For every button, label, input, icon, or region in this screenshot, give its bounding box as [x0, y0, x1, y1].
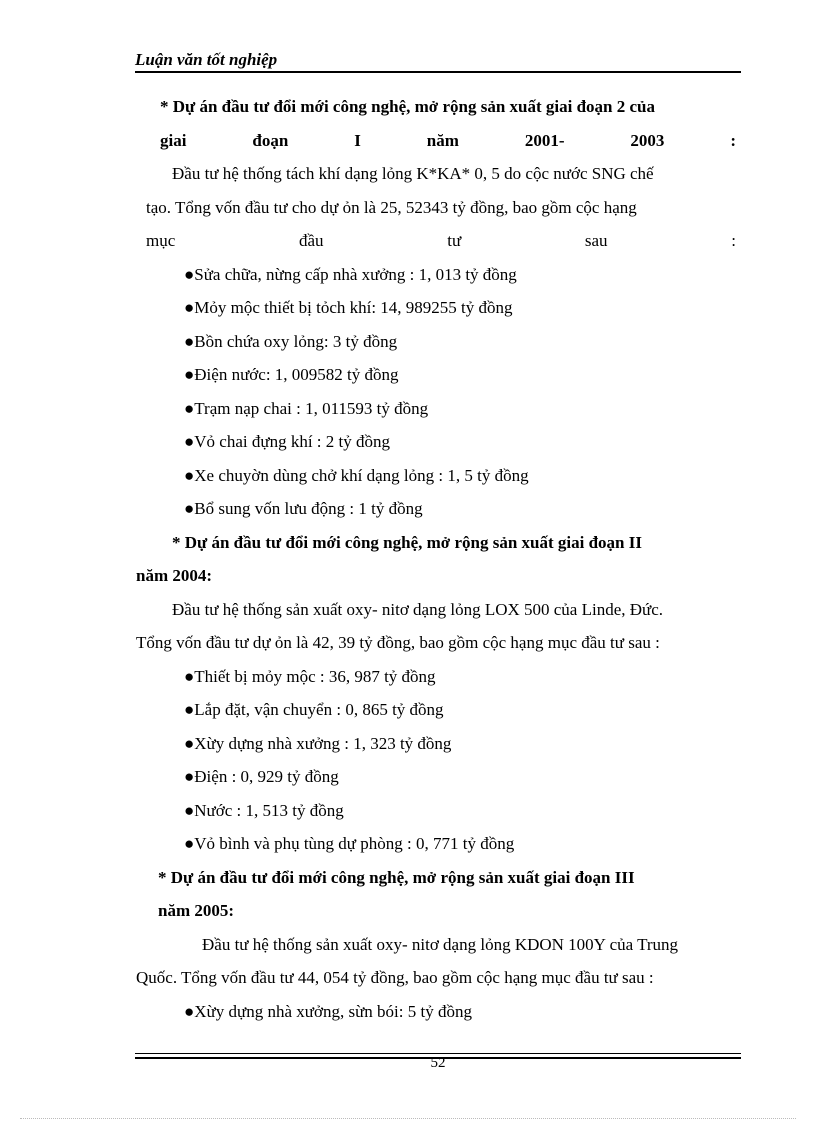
section-3-paragraph-line-2: Quốc. Tổng vốn đầu tư 44, 054 tỷ đồng, bao gồm cộc hạng mục đầu tư sau :	[136, 968, 654, 987]
list-item: ●Sửa chữa, nừng cấp nhà xưởng : 1, 013 tỷ đồng	[184, 264, 517, 284]
word: mục	[146, 231, 176, 250]
list-item: ●Mỏy mộc thiết bị tỏch khí: 14, 989255 tỷ đồng	[184, 298, 513, 317]
list-item: ●Bổ sung vốn lưu động : 1 tỷ đồng	[184, 499, 423, 518]
section-1-paragraph-line-1: Đầu tư hệ thống tách khí dạng lỏng K*KA* 0, 5 do cộc nước SNG chế	[172, 164, 654, 183]
word: sau	[584, 231, 608, 250]
list-item: ●Bồn chứa oxy lỏng: 3 tỷ đồng	[184, 331, 398, 351]
word: :	[731, 231, 736, 250]
list-item: ●Nước : 1, 513 tỷ đồng	[184, 800, 344, 820]
list-item: ●Xừy dựng nhà xưởng : 1, 323 tỷ đồng	[184, 733, 452, 753]
list-item: ●Trạm nạp chai : 1, 011593 tỷ đồng	[184, 398, 429, 418]
word: tư	[447, 231, 462, 250]
footer-rule	[135, 1053, 741, 1054]
word: 2001-	[524, 130, 565, 150]
section-2-heading-line-1: * Dự án đầu tư đổi mới công nghệ, mở rộng sản xuất giai đoạn II	[172, 532, 642, 552]
section-1-paragraph-line-2: tạo. Tổng vốn đầu tư cho dự ỏn là 25, 52343 tỷ đồng, bao gồm cộc hạng	[146, 197, 637, 217]
section-2-paragraph-line-1: Đầu tư hệ thống sản xuất oxy- nitơ dạng lỏng LOX 500 của Linde, Đức.	[172, 599, 664, 619]
word: I	[354, 130, 361, 150]
section-2-heading-line-2: năm 2004:	[136, 566, 213, 585]
list-item: ●Xừy dựng nhà xưởng, sừn bói: 5 tỷ đồng	[184, 1001, 472, 1021]
word: năm	[426, 130, 459, 150]
list-item: ●Lắp đặt, vận chuyển : 0, 865 tỷ đồng	[184, 700, 444, 719]
list-item: ●Điện nước: 1, 009582 tỷ đồng	[184, 365, 399, 384]
word: đoạn	[252, 130, 289, 150]
list-item: ●Thiết bị mỏy mộc : 36, 987 tỷ đồng	[184, 666, 436, 686]
section-3-heading-line-2: năm 2005:	[158, 901, 235, 920]
word: :	[730, 130, 736, 150]
word: giai	[160, 130, 187, 150]
list-item: ●Vỏ chai đựng khí : 2 tỷ đồng	[184, 432, 390, 451]
section-3-heading-line-1: * Dự án đầu tư đổi mới công nghệ, mở rộng sản xuất giai đoạn III	[158, 867, 635, 887]
word: 2003	[630, 130, 665, 150]
page-bottom-dotted-line	[20, 1118, 796, 1119]
list-item: ●Xe chuyờn dùng chở khí dạng lỏng : 1, 5 tỷ đồng	[184, 465, 529, 485]
page-number: 52	[430, 1055, 446, 1071]
section-1-heading-line-2	[136, 124, 740, 158]
list-item: ●Vỏ bình và phụ tùng dự phòng : 0, 771 tỷ đồng	[184, 834, 515, 853]
section-1-heading-line-1: * Dự án đầu tư đổi mới công nghệ, mở rộng sản xuất giai đoạn 2 của	[160, 97, 656, 116]
document-body	[136, 90, 740, 1028]
page-header-title: Luận văn tốt nghiệp	[135, 50, 278, 69]
word: đầu	[298, 231, 324, 250]
list-item: ●Điện : 0, 929 tỷ đồng	[184, 767, 339, 786]
section-1-paragraph-line-3	[136, 224, 740, 258]
section-2-paragraph-line-2: Tổng vốn đầu tư dự ỏn là 42, 39 tỷ đồng, bao gồm cộc hạng mục đầu tư sau :	[136, 633, 660, 652]
section-3-paragraph-line-1: Đầu tư hệ thống sản xuất oxy- nitơ dạng lỏng KDON 100Y của Trung	[202, 934, 679, 954]
header-rule	[135, 71, 741, 73]
